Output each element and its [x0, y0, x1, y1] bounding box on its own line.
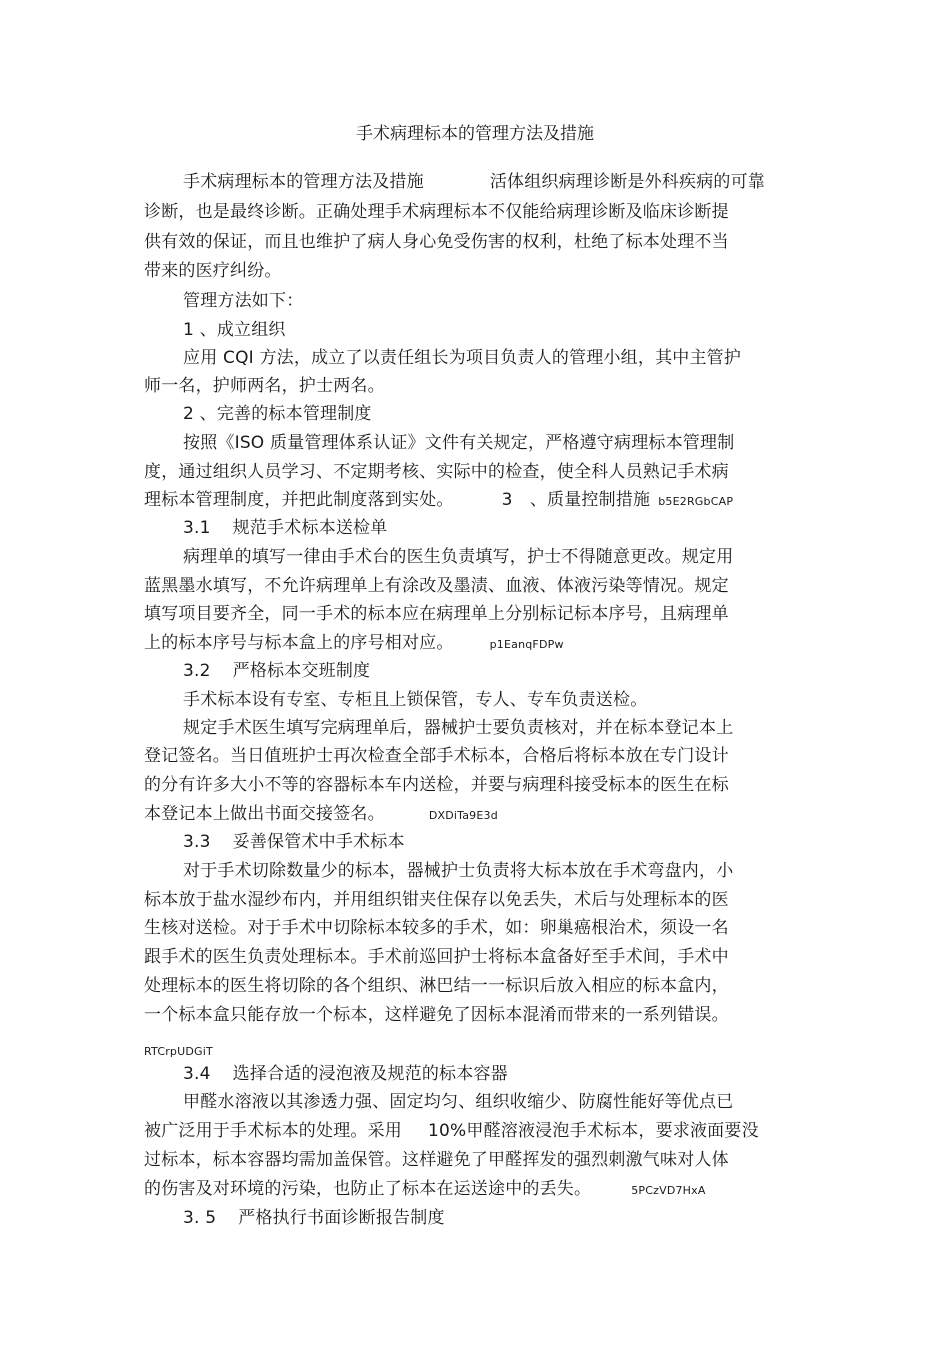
paragraph-line — [144, 1119, 759, 1143]
section-heading — [183, 1062, 508, 1086]
section-heading: 2 、完善的标本管理制度 — [183, 404, 372, 424]
paragraph-line: 过标本，标本容器均需加盖保管。这样避免了甲醛挥发的强烈刺激气味对人体 — [144, 1150, 729, 1170]
section-title: 严格标本交班制度 — [232, 661, 371, 681]
section-heading — [183, 1206, 445, 1230]
paragraph-line: 病理单的填写一律由手术台的医生负责填写，护士不得随意更改。规定用 — [183, 547, 734, 567]
paragraph-line: 填写项目要齐全，同一手术的标本应在病理单上分别标记标本序号，且病理单 — [144, 604, 729, 624]
paragraph-line: 跟手术的医生负责处理标本。手术前巡回护士将标本盒备好至手术间，手术中 — [144, 947, 729, 967]
line-text: 被广泛用于手术标本的处理。采用 — [144, 1121, 402, 1141]
paragraph-line: 一个标本盒只能存放一个标本，这样避免了因标本混淆而带来的一系列错误。 — [144, 1005, 729, 1025]
paragraph-line: 供有效的保证，而且也维护了病人身心免受伤害的权利，杜绝了标本处理不当 — [144, 232, 729, 252]
paragraph-line: 对于手术切除数量少的标本，器械护士负责将大标本放在手术弯盘内，小 — [183, 861, 734, 881]
section-title: 妥善保管术中手术标本 — [232, 832, 405, 852]
line-text: 的伤害及对环境的污染，也防止了标本在运送途中的丢失。 — [144, 1179, 592, 1199]
section-heading: 3 、质量控制措施 — [501, 490, 651, 510]
section-number: 3.1 — [183, 518, 211, 538]
reference-code: DXDiTa9E3d — [428, 809, 498, 822]
paragraph-line: 处理标本的医生将切除的各个组织、淋巴结一一标识后放入相应的标本盒内， — [144, 976, 729, 996]
reference-code: b5E2RGbCAP — [658, 495, 734, 508]
paragraph-line — [144, 802, 498, 828]
section-heading — [183, 830, 405, 854]
paragraph-line: 规定手术医生填写完病理单后，器械护士要负责核对，并在标本登记本上 — [183, 718, 734, 738]
paragraph-line: 标本放于盐水湿纱布内，并用组织钳夹住保存以免丢失，术后与处理标本的医 — [144, 890, 729, 910]
section-heading — [183, 516, 387, 540]
line-text: 手术病理标本的管理方法及措施 — [183, 172, 424, 192]
paragraph-line: 应用 CQI 方法，成立了以责任组长为项目负责人的管理小组，其中主管护 — [183, 348, 742, 368]
section-heading: 1 、成立组织 — [183, 320, 286, 340]
paragraph-line: 登记签名。当日值班护士再次检查全部手术标本，合格后将标本放在专门设计 — [144, 746, 729, 766]
paragraph-line — [144, 631, 564, 657]
section-title: 选择合适的浸泡液及规范的标本容器 — [232, 1064, 508, 1084]
reference-code: 5PCzVD7HxA — [631, 1184, 706, 1197]
line-text: 活体组织病理诊断是外科疾病的可靠 — [489, 172, 766, 192]
paragraph-line: 手术标本设有专室、专柜且上锁保管，专人、专车负责送检。 — [183, 690, 648, 710]
paragraph-line: 师一名，护师两名，护士两名。 — [144, 376, 385, 396]
section-number: 3.4 — [183, 1064, 211, 1084]
line-text: 10%甲醛溶液浸泡手术标本，要求液面要没 — [428, 1121, 759, 1141]
line-text: 本登记本上做出书面交接签名。 — [144, 804, 385, 824]
section-title: 严格执行书面诊断报告制度 — [238, 1208, 445, 1228]
paragraph-line: 蓝黑墨水填写，不允许病理单上有涂改及墨渍、血液、体液污染等情况。规定 — [144, 576, 729, 596]
reference-code: RTCrpUDGiT — [144, 1045, 213, 1058]
paragraph-line: 生核对送检。对于手术中切除标本较多的手术，如：卵巢癌根治术，须设一名 — [144, 918, 729, 938]
section-heading — [183, 659, 370, 683]
paragraph-line — [144, 1177, 706, 1203]
paragraph-line: 度，通过组织人员学习、不定期考核、实际中的检查，使全科人员熟记手术病 — [144, 462, 729, 482]
paragraph-line: 带来的医疗纠纷。 — [144, 261, 282, 281]
section-number: 3.2 — [183, 661, 211, 681]
paragraph-line: 按照《ISO 质量管理体系认证》文件有关规定，严格遵守病理标本管理制 — [183, 433, 735, 453]
section-title: 规范手术标本送检单 — [232, 518, 388, 538]
line-text: 上的标本序号与标本盒上的序号相对应。 — [144, 633, 454, 653]
paragraph-line: 的分有许多大小不等的容器标本车内送检，并要与病理科接受标本的医生在标 — [144, 775, 729, 795]
section-number: 3. 5 — [183, 1208, 217, 1228]
reference-code: p1EanqFDPw — [489, 638, 564, 651]
paragraph-line: 甲醛水溶液以其渗透力强、固定均匀、组织收缩少、防腐性能好等优点已 — [183, 1092, 734, 1112]
section-number: 3.3 — [183, 832, 211, 852]
paragraph-line: 诊断，也是最终诊断。正确处理手术病理标本不仅能给病理诊断及临床诊断提 — [144, 202, 729, 222]
line-text: 理标本管理制度，并把此制度落到实处。 — [144, 490, 454, 510]
paragraph-line: 管理方法如下： — [183, 291, 304, 311]
paragraph-line — [183, 170, 765, 194]
paragraph-line — [144, 488, 733, 514]
document-title: 手术病理标本的管理方法及措施 — [356, 124, 594, 144]
